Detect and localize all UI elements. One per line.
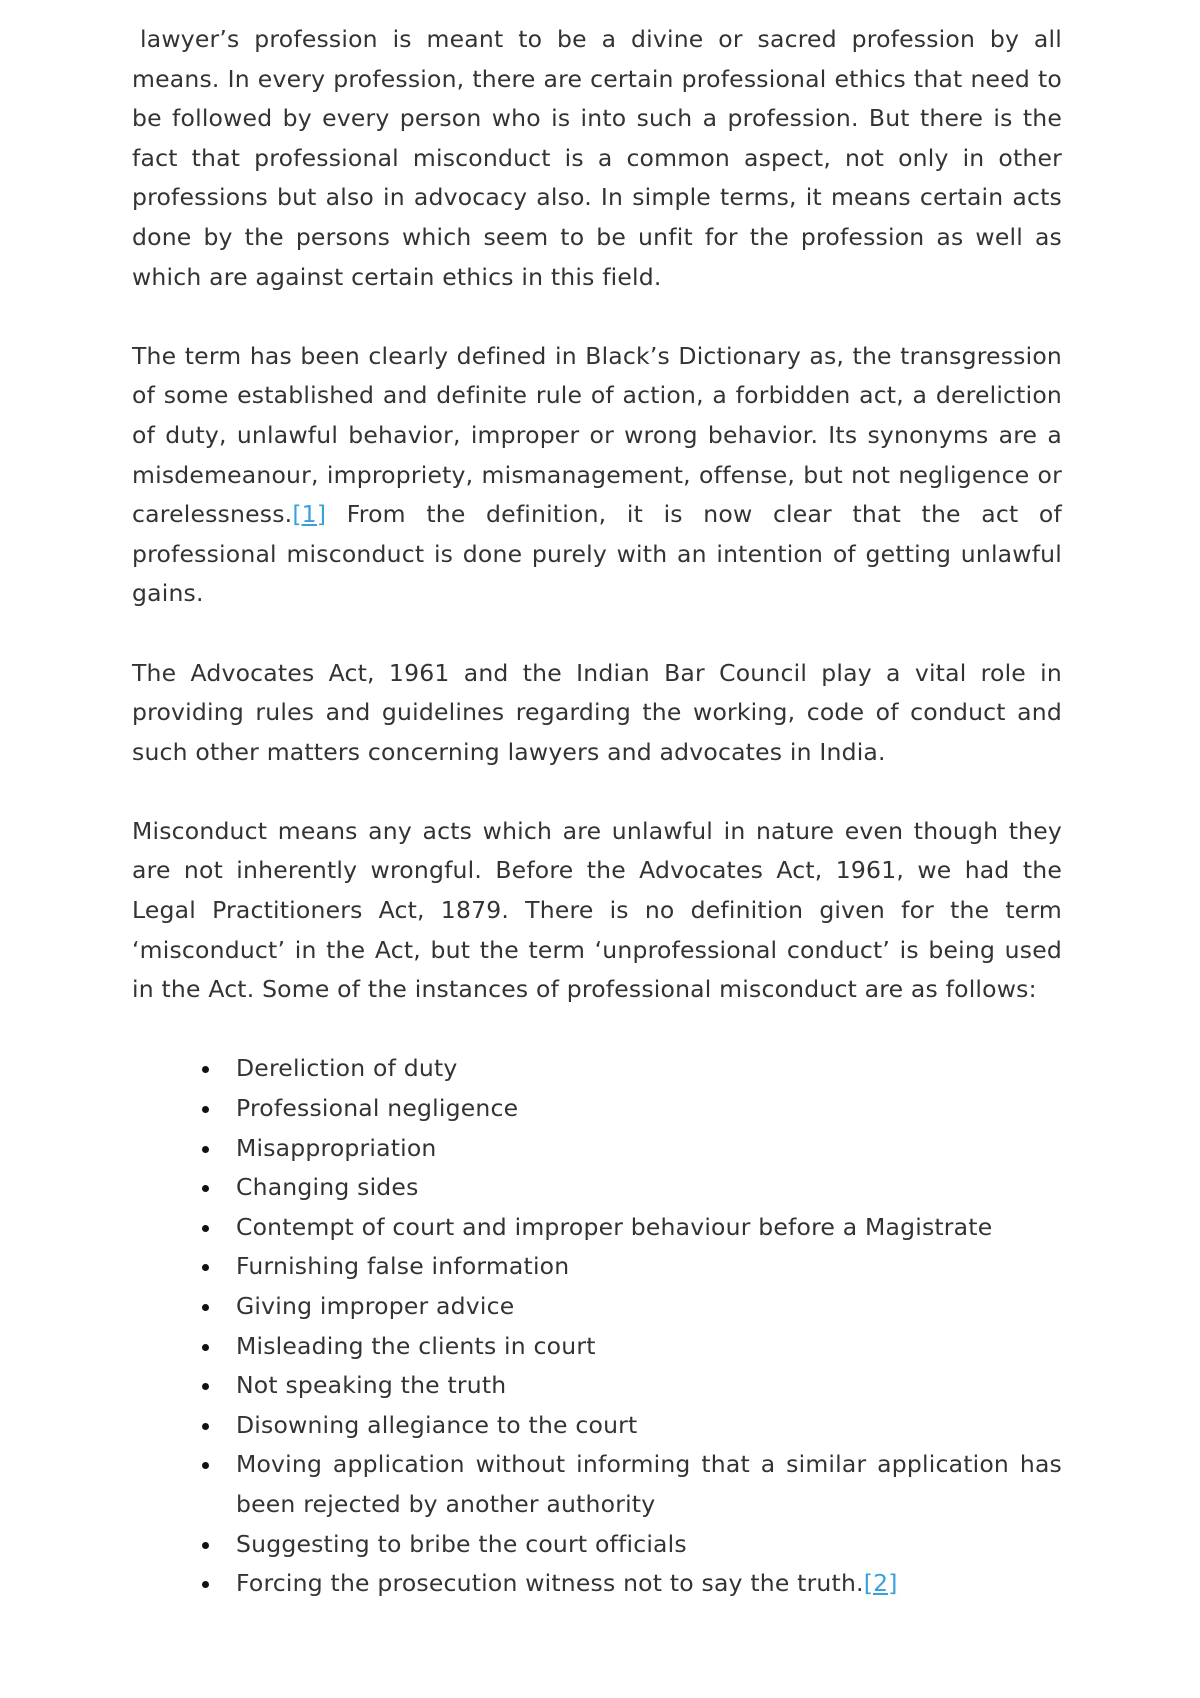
- list-item: Changing sides: [236, 1168, 1062, 1208]
- paragraph-definition: [132, 337, 1062, 614]
- list-item: Disowning allegiance to the court: [236, 1406, 1062, 1446]
- list-item: Giving improper advice: [236, 1287, 1062, 1327]
- list-item-text: Forcing the prosecution witness not to say the truth.: [236, 1569, 864, 1598]
- paragraph-misconduct: Misconduct means any acts which are unlawful in nature even though they are not inherently wrongful. Before the Advocates Act, 1961, we had the Legal Practitioners Act, 1879. There is no definition given for the term ‘misconduct’ in the Act, but the term ‘unprofessional conduct’ is being used in the Act. Some of the instances of professional misconduct are as follows:: [132, 816, 1062, 1004]
- definition-text: The term has been clearly defined in Black’s Dictionary as, the transgression of some established and definite rule of action, a forbidden act, a dereliction of duty, unlawful behavior, improper or wrong behavior. Its synonyms are a misdemeanour, impropriety, mismanagement, offense, but not negligence or carelessness.: [132, 341, 1062, 529]
- list-item: Contempt of court and improper behaviour before a Magistrate: [236, 1208, 1062, 1248]
- list-item: Not speaking the truth: [236, 1366, 1062, 1406]
- paragraph-advocates-act: The Advocates Act, 1961 and the Indian Bar Council play a vital role in providing rules and guidelines regarding the working, code of conduct and such other matters concerning lawyers and advocates in India.: [132, 658, 1062, 766]
- list-item: [236, 1564, 1062, 1604]
- definition-text-continued: From the definition, it is now clear that the act of professional misconduct is done purely with an intention of getting unlawful gains.: [132, 500, 1062, 608]
- footnote-link-1[interactable]: [1]: [292, 500, 327, 529]
- list-item: Moving application without informing that a similar application has been rejected by another authority: [236, 1445, 1062, 1524]
- list-item: Furnishing false information: [236, 1247, 1062, 1287]
- list-item: Dereliction of duty: [236, 1049, 1062, 1089]
- list-item: Misleading the clients in court: [236, 1327, 1062, 1367]
- footnote-link-2[interactable]: [2]: [863, 1569, 898, 1598]
- article-body: [132, 20, 1062, 1604]
- paragraph-intro: lawyer’s profession is meant to be a divine or sacred profession by all means. In every profession, there are certain professional ethics that need to be followed by every person who is into such a profession. But there is the fact that professional misconduct is a common aspect, not only in other professions but also in advocacy also. In simple terms, it means certain acts done by the persons which seem to be unfit for the profession as well as which are against certain ethics in this field.: [132, 25, 1062, 291]
- misconduct-instances-list: [132, 1049, 1062, 1603]
- list-item: Professional negligence: [236, 1089, 1062, 1129]
- list-item: Suggesting to bribe the court officials: [236, 1525, 1062, 1565]
- list-item: Misappropriation: [236, 1129, 1062, 1169]
